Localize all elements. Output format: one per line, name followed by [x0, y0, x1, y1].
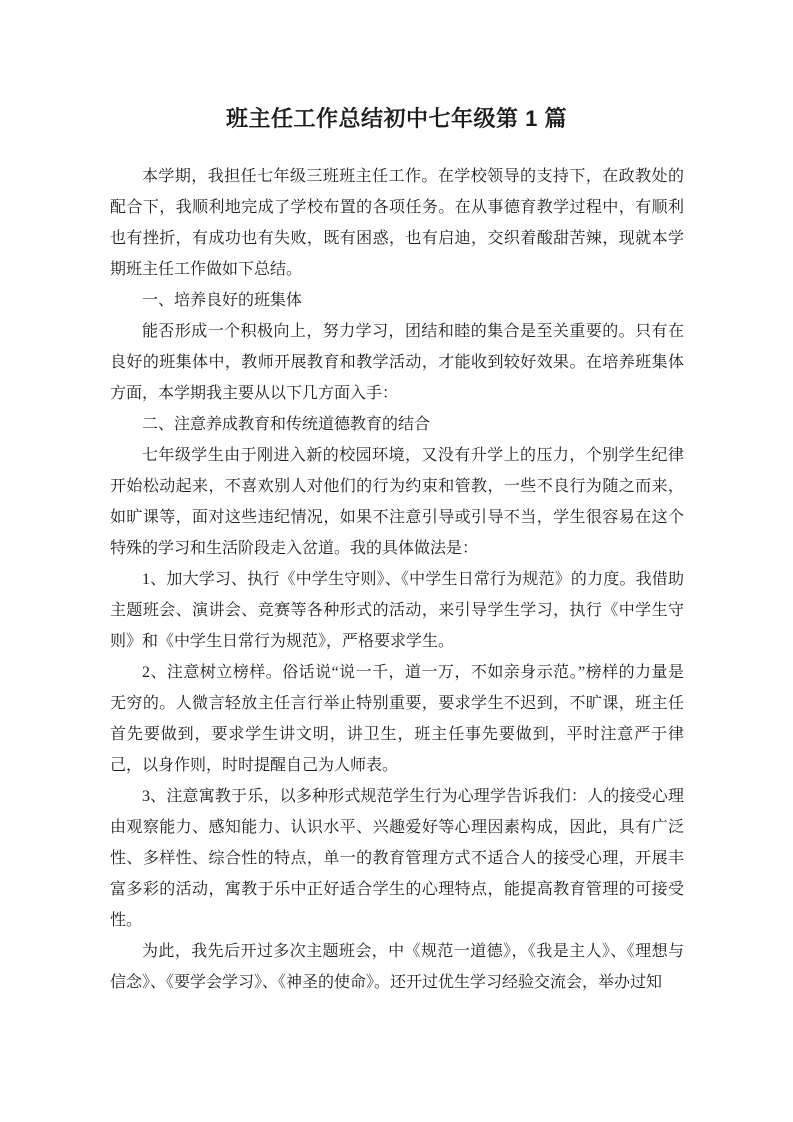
paragraph: 七年级学生由于刚进入新的校园环境，又没有升学上的压力，个别学生纪律开始松动起来，不喜欢别人对他们的行为约束和管教，一些不良行为随之而来，如旷课等，面对这些违纪情况，如果不注意引导或引导不当，学生很容易在这个特殊的学习和生活阶段走入岔道。我的具体做法是： [110, 447, 684, 557]
paragraph: 本学期，我担任七年级三班班主任工作。在学校领导的支持下，在政教处的配合下，我顺利地完成了学校布置的各项任务。在从事德育教学过程中，有顺利也有挫折，有成功也有失败，既有困惑，也有启迪，交织着酸甜苦辣，现就本学期班主任工作做如下总结。 [110, 168, 684, 278]
paragraph: 一、培养良好的班集体 [142, 292, 303, 309]
paragraph: 1、加大学习、执行《中学生守则》、《中学生日常行为规范》的力度。我借助主题班会、演讲会、竞赛等各种形式的活动，来引导学生学习，执行《中学生守则》和《中学生日常行为规范》，严格要求学生。 [110, 571, 684, 650]
paragraph: 能否形成一个积极向上，努力学习，团结和睦的集合是至关重要的。只有在良好的班集体中，教师开展教育和教学活动，才能收到较好效果。在培养班集体方面，本学期我主要从以下几方面入手： [110, 323, 684, 402]
paragraph: 二、注意养成教育和传统道德教育的结合 [142, 416, 431, 433]
paragraph: 3、注意寓教于乐，以多种形式规范学生行为心理学告诉我们：人的接受心理由观察能力、感知能力、认识水平、兴趣爱好等心理因素构成，因此，具有广泛性、多样性、综合性的特点，单一的教育管理方式不适合人的接受心理，开展丰富多彩的活动，寓教于乐中正好适合学生的心理特点，能提高教育管理的可接受性。 [110, 788, 684, 929]
document-body [110, 161, 684, 998]
document-title: 班主任工作总结初中七年级第 1 篇 [226, 106, 567, 131]
paragraph: 为此，我先后开过多次主题班会，中《规范一道德》，《我是主人》、《理想与信念》、《要学会学习》、《神圣的使命》。还开过优生学习经验交流会，举办过知 [110, 943, 684, 991]
paragraph: 2、注意树立榜样。俗话说“说一千，道一万，不如亲身示范。”榜样的力量是无穷的。人微言轻放主任言行举止特别重要，要求学生不迟到，不旷课，班主任首先要做到，要求学生讲文明，讲卫生，班主任事先要做到，平时注意严于律己，以身作则，时时提醒自己为人师表。 [110, 664, 684, 774]
